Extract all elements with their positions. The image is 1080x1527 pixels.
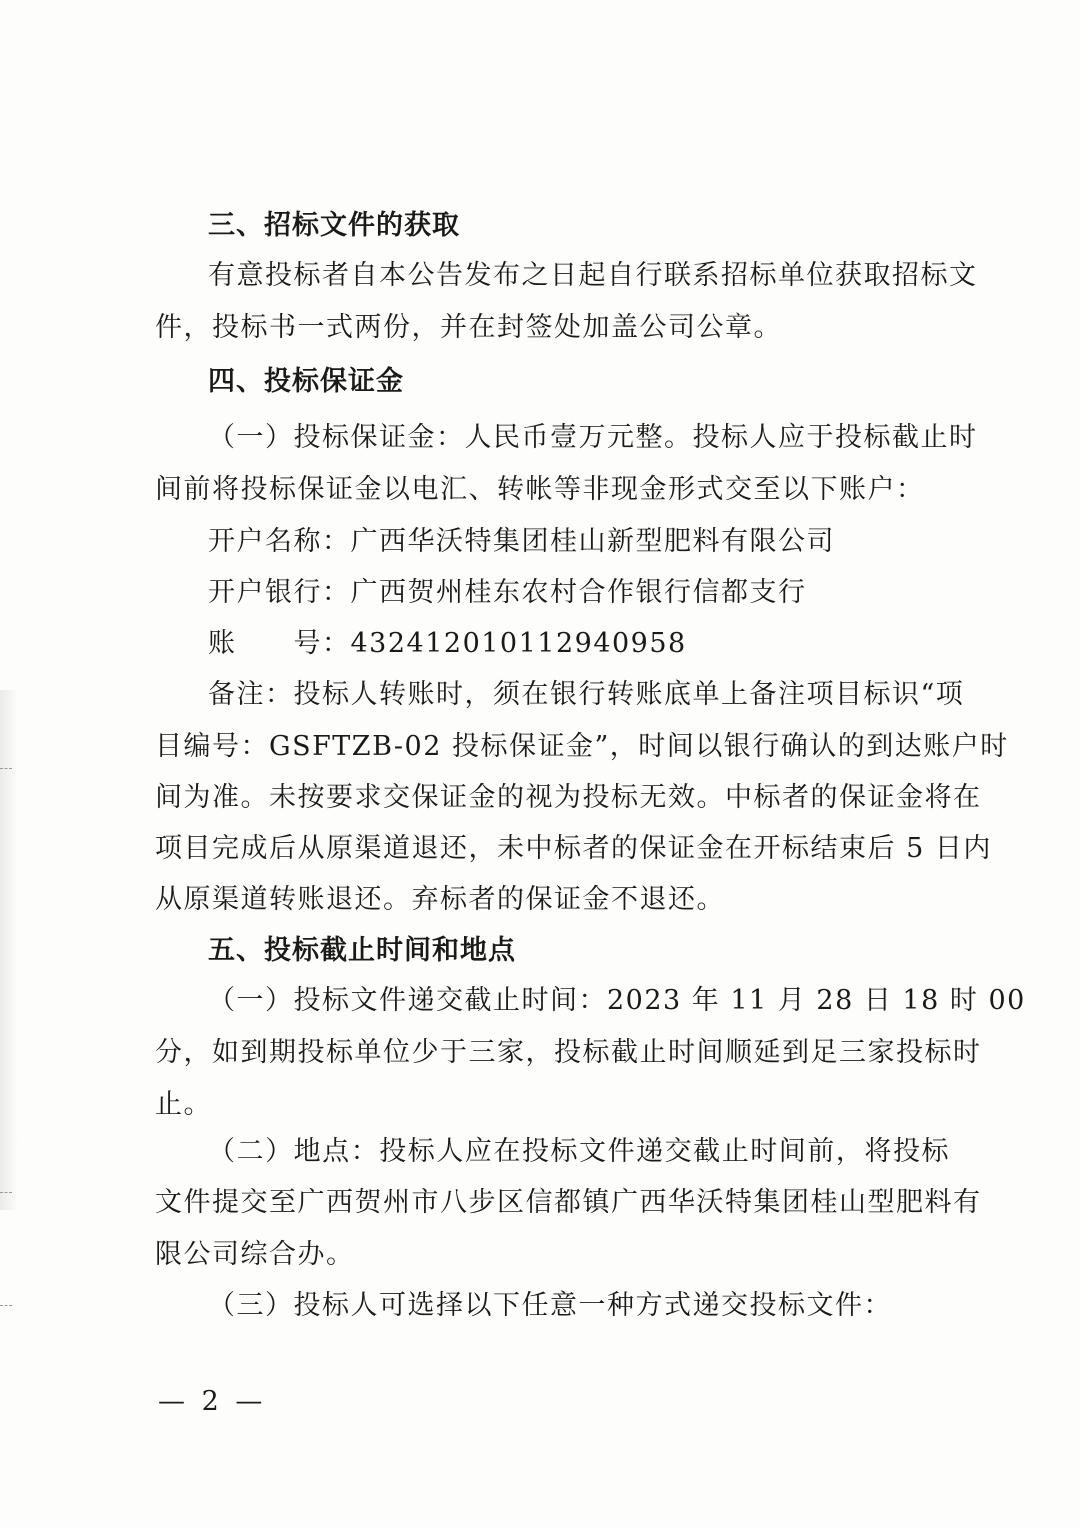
paragraph-line: 文件提交至广西贺州市八步区信都镇广西华沃特集团桂山型肥料有 <box>155 1187 982 1218</box>
page-number: — 2 — <box>158 1386 267 1417</box>
account-number-line <box>208 626 1008 662</box>
section-3-heading: 三、招标文件的获取 <box>208 210 460 241</box>
paragraph-line: 有意投标者自本公告发布之日起自行联系招标单位获取招标文 <box>208 260 978 291</box>
scan-mark <box>0 768 12 769</box>
paragraph-line: 分，如到期投标单位少于三家，投标截止时间顺延到足三家投标时 <box>155 1037 982 1068</box>
note-line: 从原渠道转账退还。弃标者的保证金不退还。 <box>155 884 725 915</box>
note-line: 项目完成后从原渠道退还，未中标者的保证金在开标结束后 5 日内 <box>155 833 992 864</box>
note-line: 间为准。未按要求交保证金的视为投标无效。中标者的保证金将在 <box>155 782 982 813</box>
paragraph-line: （三）投标人可选择以下任意一种方式递交投标文件： <box>208 1290 892 1321</box>
paragraph-line: （二）地点：投标人应在投标文件递交截止时间前，将投标 <box>208 1136 950 1167</box>
note-line: 目编号：GSFTZB-02 投标保证金”，时间以银行确认的到达账户时 <box>155 731 1009 762</box>
paragraph-line: （一）投标文件递交截止时间：2023 年 11 月 28 日 18 时 00 <box>208 985 1026 1016</box>
paragraph-line: （一）投标保证金：人民币壹万元整。投标人应于投标截止时 <box>208 422 978 453</box>
paragraph-line: 间前将投标保证金以电汇、转帐等非现金形式交至以下账户： <box>155 474 925 505</box>
account-number-label: 账 号： <box>208 628 351 659</box>
scan-mark <box>0 1305 12 1306</box>
note-line: 备注：投标人转账时，须在银行转账底单上备注项目标识“项 <box>208 679 965 710</box>
paragraph-line: 限公司综合办。 <box>155 1239 355 1270</box>
paragraph-line: 件，投标书一式两份，并在封签处加盖公司公章。 <box>155 312 782 343</box>
account-number-value: 432412010112940958 <box>350 628 687 659</box>
account-bank-line: 开户银行：广西贺州桂东农村合作银行信都支行 <box>208 577 807 608</box>
section-5-heading: 五、投标截止时间和地点 <box>208 935 516 966</box>
paragraph-line: 止。 <box>155 1089 212 1120</box>
account-name-line: 开户名称：广西华沃特集团桂山新型肥料有限公司 <box>208 526 835 557</box>
section-4-heading: 四、投标保证金 <box>208 366 404 397</box>
scan-mark <box>0 1192 12 1193</box>
